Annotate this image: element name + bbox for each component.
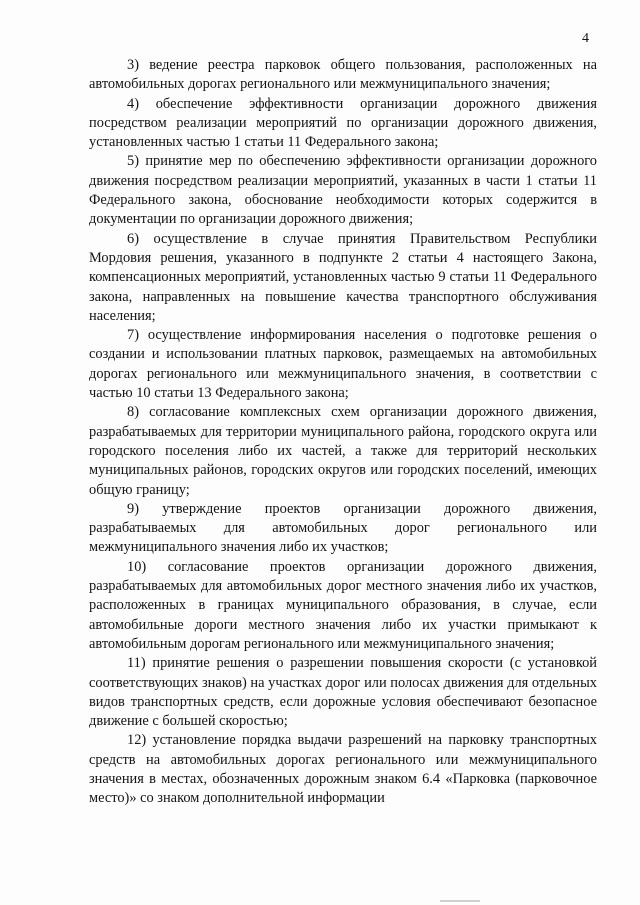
paragraph-item-11: 11) принятие решения о разрешении повышения скорости (с установкой соответствующих знаков) на участках дорог или полосах движения для отдельных видов транспортных средств, если дорожные условия обеспечивают безопасное движение с большей скоростью; <box>89 655 597 730</box>
paragraph-item-3: 3) ведение реестра парковок общего пользования, расположенных на автомобильных дорогах регионального или межмуниципального значения; <box>89 57 597 93</box>
paragraph-item-10: 10) согласование проектов организации дорожного движения, разрабатываемых для автомобильных дорог местного значения либо их участков, расположенных в границах муниципального образования, в случае, если автомобильные дороги местного значения либо их участки примыкают к автомобильным дорогам регионального или межмуниципального значения; <box>89 558 597 652</box>
paragraph-item-5: 5) принятие мер по обеспечению эффективности организации дорожного движения посредством реализации мероприятий, указанных в части 1 статьи 11 Федерального закона, обоснование необходимости которых содержится в документации по организации дорожного движения; <box>89 153 597 228</box>
paragraph-item-8: 8) согласование комплексных схем организации дорожного движения, разрабатываемых для территории муниципального района, городского округа или городского поселения либо их частей, а также для территорий нескольких муниципальных районов, городских округов или городских поселений, имеющих общую границу; <box>89 404 597 498</box>
page-number: 4 <box>582 31 589 46</box>
paragraph-item-7: 7) осуществление информирования населения о подготовке решения о создании и использовании платных парковок, размещаемых на автомобильных дорогах регионального или межмуниципального значения, в соответствии с частью 10 статьи 13 Федерального закона; <box>89 327 597 402</box>
paragraph-item-12: 12) установление порядка выдачи разрешений на парковку транспортных средств на автомобильных дорогах регионального или межмуниципального значения в местах, обозначенных дорожным знаком 6.4 «Парковка (парковочное место)» со знаком дополнительной информации <box>89 732 597 807</box>
paragraph-item-4: 4) обеспечение эффективности организации дорожного движения посредством реализации мероприятий по организации дорожного движения, установленных частью 1 статьи 11 Федерального закона; <box>89 95 597 151</box>
paragraph-item-6: 6) осуществление в случае принятия Правительством Республики Мордовия решения, указанного в подпункте 2 статьи 4 настоящего Закона, компенсационных мероприятий, установленных частью 9 статьи 11 Федерального закона, направленных на повышение качества транспортного обслуживания населения; <box>89 230 597 324</box>
document-body <box>89 56 597 809</box>
scan-artifact <box>440 900 480 902</box>
paragraph-item-9: 9) утверждение проектов организации дорожного движения, разрабатываемых для автомобильных дорог регионального или межмуниципального значения либо их участков; <box>89 500 597 556</box>
